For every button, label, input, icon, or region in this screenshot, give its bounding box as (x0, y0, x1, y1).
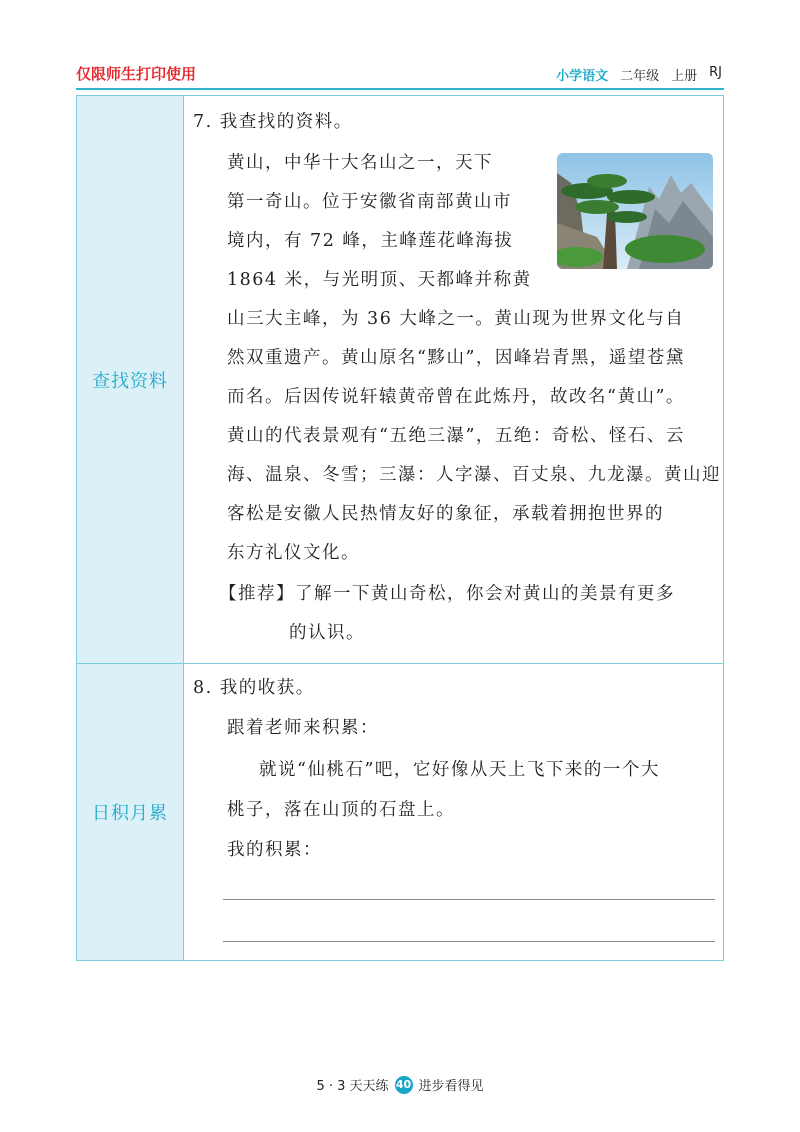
answer-line-1[interactable] (223, 899, 715, 900)
print-notice: 仅限师生打印使用 (76, 65, 197, 83)
exercise-table (76, 95, 724, 961)
text-line: 就说“仙桃石”吧，它好像从天上飞下来的一个大 (259, 760, 660, 780)
edition-label: RJ (709, 65, 722, 80)
volume-label: 上册 (671, 69, 698, 84)
grade-label: 二年级 (620, 69, 660, 84)
text-line: 桃子，落在山顶的石盘上。 (227, 800, 455, 820)
footer (0, 1075, 800, 1094)
answer-line-2[interactable] (223, 941, 715, 942)
text-line: 境内，有 72 峰，主峰莲花峰海拔 (227, 231, 514, 251)
recommend-line: 【推荐】了解一下黄山奇松，你会对黄山的美景有更多 (219, 584, 675, 604)
text-line: 东方礼仪文化。 (227, 543, 360, 563)
footer-slogan: 进步看得见 (418, 1079, 484, 1094)
section-label-accumulate: 日积月累 (77, 664, 184, 960)
huangshan-pine-photo (557, 153, 713, 269)
text-line: 客松是安徽人民热情友好的象征，承载着拥抱世界的 (227, 504, 664, 524)
text-line: 1864 米，与光明顶、天都峰并称黄 (227, 270, 532, 290)
text-line: 海、温泉、冬雪；三瀑：人字瀑、百丈泉、九龙瀑。黄山迎 (227, 465, 721, 485)
page-number: 40 (395, 1076, 413, 1094)
text-line: 然双重遗产。黄山原名“黟山”，因峰岩青黑，遥望苍黛 (227, 348, 685, 368)
recommend-line: 的认识。 (289, 623, 365, 643)
footer-brand: 5 · 3 天天练 (316, 1079, 389, 1094)
text-line: 黄山的代表景观有“五绝三瀑”，五绝：奇松、怪石、云 (227, 426, 685, 446)
text-line: 跟着老师来积累： (227, 718, 379, 738)
question-8-title: 8. 我的收获。 (193, 678, 315, 698)
question-7-title: 7. 我查找的资料。 (193, 112, 353, 132)
text-line: 我的积累： (227, 840, 322, 860)
text-line: 山三大主峰，为 36 大峰之一。黄山现为世界文化与自 (227, 309, 685, 329)
section-label-research: 查找资料 (77, 96, 184, 663)
row-divider (77, 663, 723, 664)
subject-label: 小学语文 (556, 69, 609, 84)
header-divider (76, 88, 724, 90)
text-line: 黄山，中华十大名山之一，天下 (227, 153, 493, 173)
header-info (556, 65, 722, 84)
text-line: 第一奇山。位于安徽省南部黄山市 (227, 192, 512, 212)
text-line: 而名。后因传说轩辕黄帝曾在此炼丹，故改名“黄山”。 (227, 387, 685, 407)
